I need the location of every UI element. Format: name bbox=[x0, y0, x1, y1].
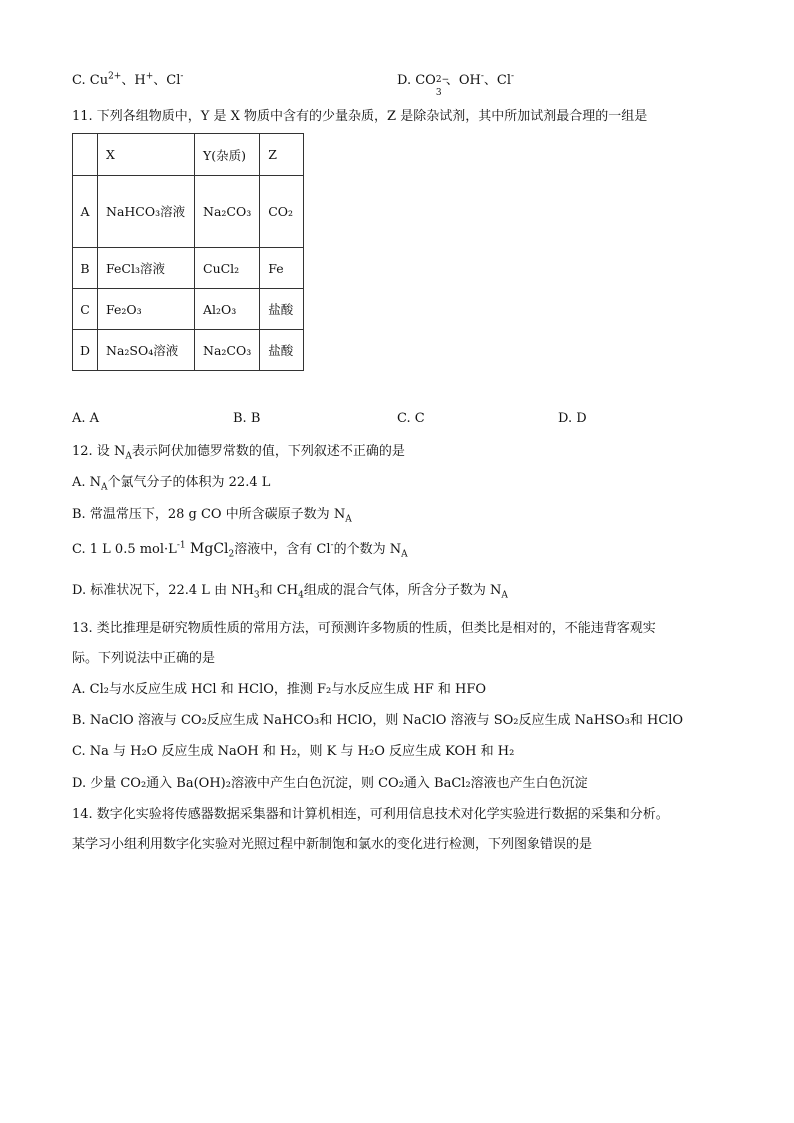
table-cell: Al₂O₃ bbox=[195, 289, 260, 330]
table-cell: 盐酸 bbox=[260, 289, 304, 330]
q14-stem-line1: 14. 数字化实验将传感器数据采集器和计算机相连，可利用信息技术对化学实验进行数据的采集和分析。 bbox=[72, 807, 669, 822]
table-row bbox=[73, 330, 304, 371]
table-row bbox=[73, 134, 304, 176]
table-cell: Na₂CO₃ bbox=[195, 176, 260, 248]
q12-option-a: A. $N_A$个氯气分子的体积为 22.4 L bbox=[72, 475, 271, 493]
q12-option-b: B. 常温常压下，28 g CO 中所含碳原子数为 $N_A$ bbox=[72, 507, 352, 525]
table-row bbox=[73, 176, 304, 248]
table-cell: Fe₂O₃ bbox=[98, 289, 195, 330]
table-cell: FeCl₃溶液 bbox=[98, 248, 195, 289]
table-cell: CO₂ bbox=[260, 176, 304, 248]
q11-option-b: B. B bbox=[233, 411, 261, 426]
q10-option-d: D. CO 2− 3 、OH-、Cl- bbox=[397, 71, 515, 98]
q11-stem: 11. 下列各组物质中，Y 是 X 物质中含有的少量杂质，Z 是除杂试剂，其中所加试剂最合理的一组是 bbox=[72, 109, 648, 124]
q12-option-d: D. 标准状况下，22.4 L 由 $NH_3$和 $CH_4$组成的混合气体，所含分子数为 $N_A$ bbox=[72, 583, 508, 601]
table-cell: Na₂SO₄溶液 bbox=[98, 330, 195, 371]
table-header-x: X bbox=[98, 134, 195, 176]
table-cell: A bbox=[73, 176, 98, 248]
q11-table bbox=[72, 133, 304, 371]
q12-stem: 12. 设 $N_A$表示阿伏加德罗常数的值，下列叙述不正确的是 bbox=[72, 444, 405, 462]
q13-stem-line2: 际。下列说法中正确的是 bbox=[72, 651, 216, 666]
q11-option-d: D. D bbox=[558, 411, 587, 426]
q13-option-d: D. 少量 CO₂通入 Ba(OH)₂溶液中产生白色沉淀，则 CO₂通入 BaCl₂溶液也产生白色沉淀 bbox=[72, 776, 588, 791]
q13-option-a: A. Cl₂与水反应生成 HCl 和 HClO，推测 F₂与水反应生成 HF 和 HFO bbox=[72, 682, 487, 697]
table-cell: CuCl₂ bbox=[195, 248, 260, 289]
q13-stem-line1: 13. 类比推理是研究物质性质的常用方法，可预测许多物质的性质，但类比是相对的，不能违背客观实 bbox=[72, 621, 656, 636]
table-cell: D bbox=[73, 330, 98, 371]
q10-option-c: C. $Cu^{2+}$、H+、Cl- bbox=[72, 71, 184, 88]
table-cell: Na₂CO₃ bbox=[195, 330, 260, 371]
table-header-y: Y(杂质) bbox=[195, 134, 260, 176]
q13-option-c: C. Na 与 H₂O 反应生成 NaOH 和 H₂，则 K 与 H₂O 反应生成 KOH 和 H₂ bbox=[72, 744, 515, 759]
table-row bbox=[73, 248, 304, 289]
table-row bbox=[73, 289, 304, 330]
q11-option-a: A. A bbox=[72, 411, 100, 426]
table-cell: C bbox=[73, 289, 98, 330]
table-cell bbox=[73, 134, 98, 176]
q12-option-c: C. 1 L 0.5 $mol\cdot L^{-1}$ MgCl$_2$溶液中，含有 Cl-的个数为 $N_A$ bbox=[72, 540, 408, 560]
table-cell: B bbox=[73, 248, 98, 289]
table-cell: Fe bbox=[260, 248, 304, 289]
q11-option-c: C. C bbox=[397, 411, 425, 426]
table-header-z: Z bbox=[260, 134, 304, 176]
q13-option-b: B. NaClO 溶液与 CO₂反应生成 NaHCO₃和 HClO，则 NaClO 溶液与 SO₂反应生成 NaHSO₃和 HClO bbox=[72, 713, 684, 728]
table-cell: 盐酸 bbox=[260, 330, 304, 371]
table-cell: NaHCO₃溶液 bbox=[98, 176, 195, 248]
q14-stem-line2: 某学习小组利用数字化实验对光照过程中新制饱和氯水的变化进行检测，下列图象错误的是 bbox=[72, 837, 593, 852]
